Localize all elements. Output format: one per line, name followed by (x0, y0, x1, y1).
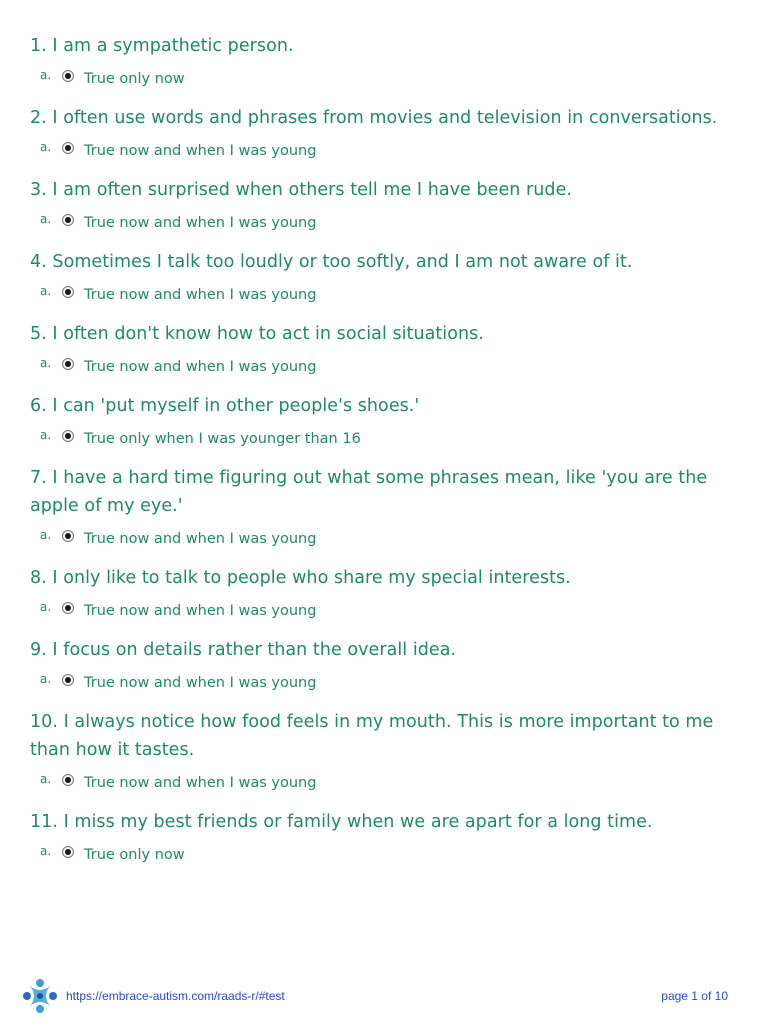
question-list (30, 32, 742, 880)
radio-selected-icon[interactable] (62, 674, 74, 686)
answer-letter: a. (40, 140, 52, 154)
answer-text: True now and when I was young (84, 215, 317, 231)
answer-letter: a. (40, 600, 52, 614)
answer-option[interactable] (40, 66, 742, 92)
answer-text: True now and when I was young (84, 675, 317, 691)
answer-text: True only when I was younger than 16 (84, 431, 361, 447)
answer-letter: a. (40, 528, 52, 542)
answer-option[interactable] (40, 598, 742, 624)
answer-text: True now and when I was young (84, 143, 317, 159)
question-item (30, 464, 742, 552)
radio-selected-icon[interactable] (62, 846, 74, 858)
question-text: 3. I am often surprised when others tell me I have been rude. (30, 180, 572, 200)
footer-left (20, 976, 285, 1016)
radio-selected-icon[interactable] (62, 286, 74, 298)
answer-letter: a. (40, 672, 52, 686)
answer-text: True now and when I was young (84, 359, 317, 375)
answer-option[interactable] (40, 770, 742, 796)
question-text: 1. I am a sympathetic person. (30, 36, 294, 56)
answer-text: True now and when I was young (84, 531, 317, 547)
question-item (30, 176, 742, 236)
question-item (30, 808, 742, 868)
answer-text: True only now (84, 847, 185, 863)
answer-text: True now and when I was young (84, 287, 317, 303)
answer-option[interactable] (40, 354, 742, 380)
radio-selected-icon[interactable] (62, 142, 74, 154)
answer-letter: a. (40, 772, 52, 786)
question-text: 2. I often use words and phrases from movies and television in conversations. (30, 108, 718, 128)
page-number: page 1 of 10 (661, 989, 728, 1003)
question-item (30, 708, 742, 796)
radio-selected-icon[interactable] (62, 602, 74, 614)
answer-option[interactable] (40, 670, 742, 696)
radio-selected-icon[interactable] (62, 430, 74, 442)
question-text: 4. Sometimes I talk too loudly or too softly, and I am not aware of it. (30, 252, 633, 272)
radio-selected-icon[interactable] (62, 214, 74, 226)
radio-selected-icon[interactable] (62, 530, 74, 542)
question-item (30, 104, 742, 164)
footer-url-link[interactable]: https://embrace-autism.com/raads-r/#test (66, 989, 285, 1003)
radio-selected-icon[interactable] (62, 70, 74, 82)
question-text: 5. I often don't know how to act in social situations. (30, 324, 484, 344)
question-text: 7. I have a hard time figuring out what some phrases mean, like 'you are the apple of my eye.' (30, 468, 708, 516)
answer-option[interactable] (40, 210, 742, 236)
question-text: 8. I only like to talk to people who share my special interests. (30, 568, 571, 588)
question-text: 9. I focus on details rather than the overall idea. (30, 640, 457, 660)
answer-text: True only now (84, 71, 185, 87)
answer-option[interactable] (40, 426, 742, 452)
question-item (30, 636, 742, 696)
answer-option[interactable] (40, 842, 742, 868)
question-item (30, 564, 742, 624)
question-item (30, 320, 742, 380)
answer-letter: a. (40, 68, 52, 82)
question-item (30, 248, 742, 308)
question-text: 11. I miss my best friends or family when we are apart for a long time. (30, 812, 653, 832)
answer-option[interactable] (40, 526, 742, 552)
page-footer (20, 976, 728, 1016)
answer-letter: a. (40, 212, 52, 226)
answer-text: True now and when I was young (84, 603, 317, 619)
radio-selected-icon[interactable] (62, 358, 74, 370)
radio-selected-icon[interactable] (62, 774, 74, 786)
answer-letter: a. (40, 356, 52, 370)
answer-option[interactable] (40, 282, 742, 308)
answer-option[interactable] (40, 138, 742, 164)
answer-letter: a. (40, 844, 52, 858)
embrace-autism-logo-icon (20, 976, 60, 1016)
question-text: 6. I can 'put myself in other people's shoes.' (30, 396, 420, 416)
question-item (30, 32, 742, 92)
answer-text: True now and when I was young (84, 775, 317, 791)
question-item (30, 392, 742, 452)
answer-letter: a. (40, 284, 52, 298)
answer-letter: a. (40, 428, 52, 442)
question-text: 10. I always notice how food feels in my mouth. This is more important to me than how it tastes. (30, 712, 714, 760)
